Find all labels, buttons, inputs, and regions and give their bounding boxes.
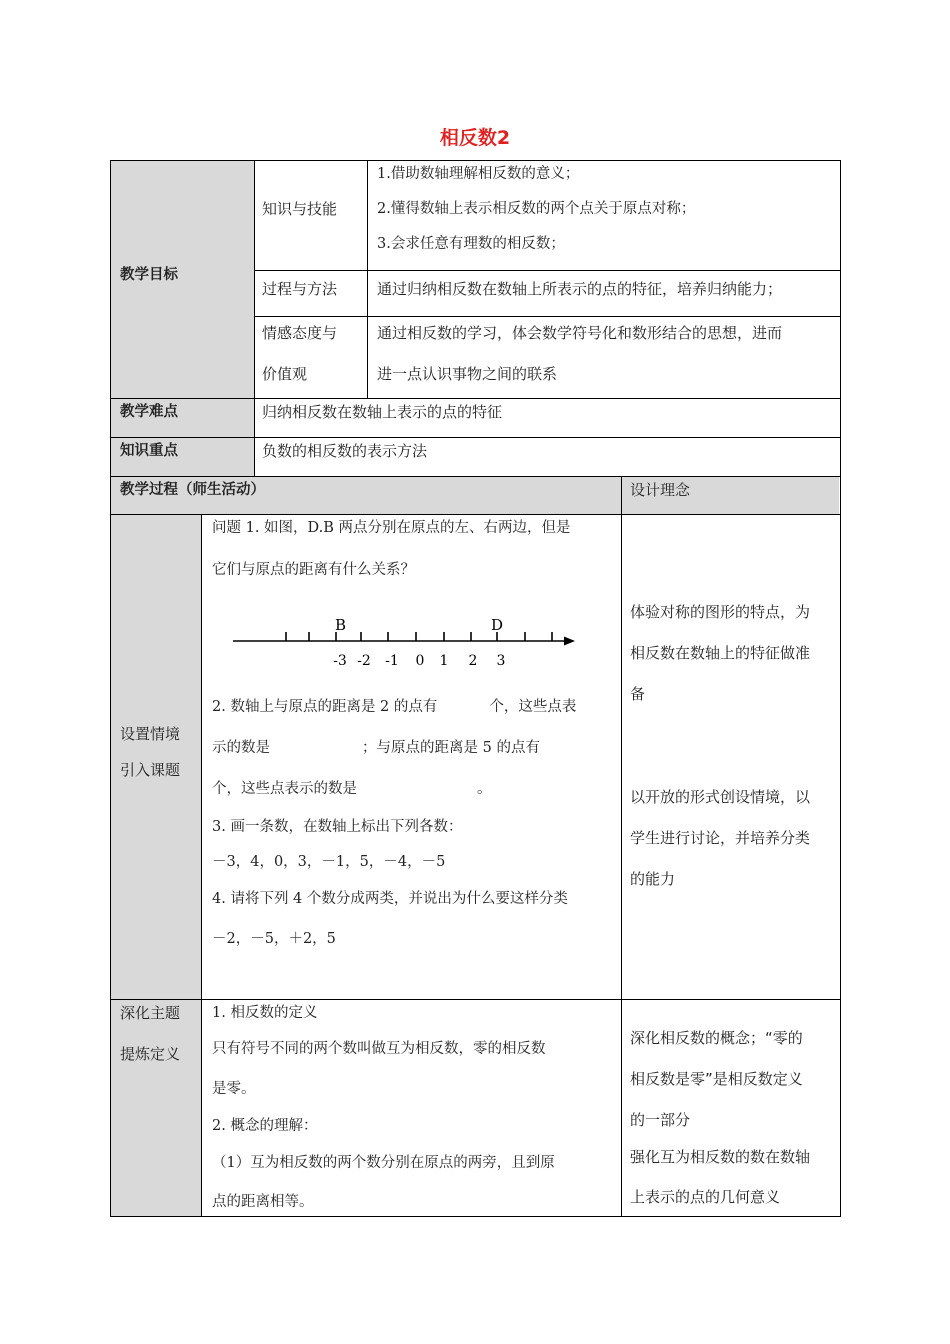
table-border	[110, 514, 841, 515]
design-note: 深化相反数的概念；“零的	[630, 1029, 803, 1047]
page-title: 相反数2	[439, 127, 511, 149]
question-2-line1	[212, 697, 576, 717]
question-2-line3	[212, 779, 492, 799]
question-4-line1: 4. 请将下列 4 个数分成两类，并说出为什么要这样分类	[212, 891, 568, 907]
question-4-line2: －2，－5，＋2，5	[212, 931, 336, 947]
definition-line: 点的距离相等。	[212, 1194, 314, 1210]
question-3-line1: 3. 画一条数，在数轴上标出下列各数：	[212, 819, 463, 835]
question-2-line2	[212, 738, 540, 758]
table-border	[110, 1216, 841, 1217]
section1-label-cell	[111, 515, 201, 999]
definition-line: 1. 相反数的定义	[212, 1005, 318, 1021]
question-2-line1-a: 2. 数轴上与原点的距离是 2 的点有	[212, 699, 438, 715]
knowledge-item-1: 1.借助数轴理解相反数的意义；	[377, 166, 580, 182]
number-line-figure	[225, 610, 585, 672]
table-border	[201, 514, 202, 1217]
question-1-line1: 问题 1. 如图，D.B 两点分别在原点的左、右两边，但是	[212, 520, 571, 536]
emotion-text-line2: 进一点认识事物之间的联系	[377, 365, 558, 383]
section2-label-line2: 提炼定义	[120, 1045, 181, 1063]
definition-line: （1）互为相反数的两个数分别在原点的两旁，且到原	[212, 1155, 555, 1171]
number-line-tick-label: 3	[496, 653, 506, 669]
number-line-tick-label: -1	[385, 653, 399, 669]
process-text: 通过归纳相反数在数轴上所表示的点的特征，培养归纳能力；	[377, 280, 783, 298]
design-note: 的一部分	[630, 1111, 691, 1129]
table-border	[110, 437, 841, 438]
question-2-line3-a: 个，这些点表示的数是	[212, 781, 357, 797]
point-b-label: B	[335, 616, 347, 634]
definition-line: 2. 概念的理解：	[212, 1118, 318, 1134]
table-border	[110, 999, 841, 1000]
table-border	[110, 160, 111, 1217]
knowledge-item-3: 3.会求任意有理数的相反数；	[377, 236, 565, 252]
point-d-label: D	[491, 616, 504, 634]
difficulty-text: 归纳相反数在数轴上表示的点的特征	[262, 403, 503, 421]
section2-label-cell	[111, 1000, 201, 1216]
emotion-label-line1: 情感态度与	[262, 324, 338, 342]
table-border	[254, 316, 841, 317]
section1-label-line2: 引入课题	[120, 761, 181, 779]
design-note: 上表示的点的几何意义	[630, 1188, 781, 1206]
question-2-line1-b: 个，这些点表	[489, 699, 577, 715]
table-border	[110, 476, 841, 477]
table-border	[254, 270, 841, 271]
number-line-tick-label: -3	[333, 653, 347, 669]
section2-label-line1: 深化主题	[120, 1004, 181, 1022]
objectives-header: 教学目标	[120, 267, 178, 283]
table-border	[621, 476, 622, 1217]
table-border	[110, 398, 841, 399]
design-note: 强化互为相反数的数在数轴	[630, 1148, 811, 1166]
section1-label-line1: 设置情境	[120, 725, 181, 743]
design-note: 体验对称的图形的特点，为	[630, 603, 811, 621]
table-border	[840, 160, 841, 1217]
design-note: 相反数是零”是相反数定义	[630, 1070, 803, 1088]
question-2-line2-b: ；与原点的距离是 5 的点有	[362, 740, 540, 756]
number-line-tick-label: 1	[439, 653, 449, 669]
number-line-arrow	[564, 637, 575, 646]
emotion-text-line1: 通过相反数的学习，体会数学符号化和数形结合的思想，进而	[377, 324, 783, 342]
process-header: 教学过程（师生活动）	[120, 482, 265, 498]
design-note: 学生进行讨论，并培养分类	[630, 829, 811, 847]
table-border	[110, 160, 841, 161]
knowledge-label: 知识与技能	[262, 200, 338, 218]
definition-line: 是零。	[212, 1081, 256, 1097]
number-line-tick-label: 2	[468, 653, 478, 669]
emotion-label-line2: 价值观	[262, 365, 308, 383]
table-border	[367, 160, 368, 399]
keypoint-text: 负数的相反数的表示方法	[262, 442, 428, 460]
question-2-line3-b: 。	[477, 781, 492, 797]
question-1-line2: 它们与原点的距离有什么关系？	[212, 562, 415, 578]
difficulty-label: 教学难点	[120, 404, 178, 420]
number-line-tick-label: -2	[357, 653, 371, 669]
question-2-line2-a: 示的数是	[212, 740, 270, 756]
design-note: 的能力	[630, 870, 676, 888]
design-note: 以开放的形式创设情境，以	[630, 788, 811, 806]
design-note: 备	[630, 685, 646, 703]
question-3-line2: －3，4，0，3，－1，5，－4，－5	[212, 854, 446, 870]
design-header: 设计理念	[630, 481, 691, 499]
process-label: 过程与方法	[262, 280, 338, 298]
number-line-tick-label: 0	[415, 653, 425, 669]
knowledge-item-2: 2.懂得数轴上表示相反数的两个点关于原点对称；	[377, 201, 696, 217]
table-border	[254, 160, 255, 477]
design-note: 相反数在数轴上的特征做准	[630, 644, 811, 662]
definition-line: 只有符号不同的两个数叫做互为相反数，零的相反数	[212, 1041, 546, 1057]
keypoint-label: 知识重点	[120, 443, 178, 459]
